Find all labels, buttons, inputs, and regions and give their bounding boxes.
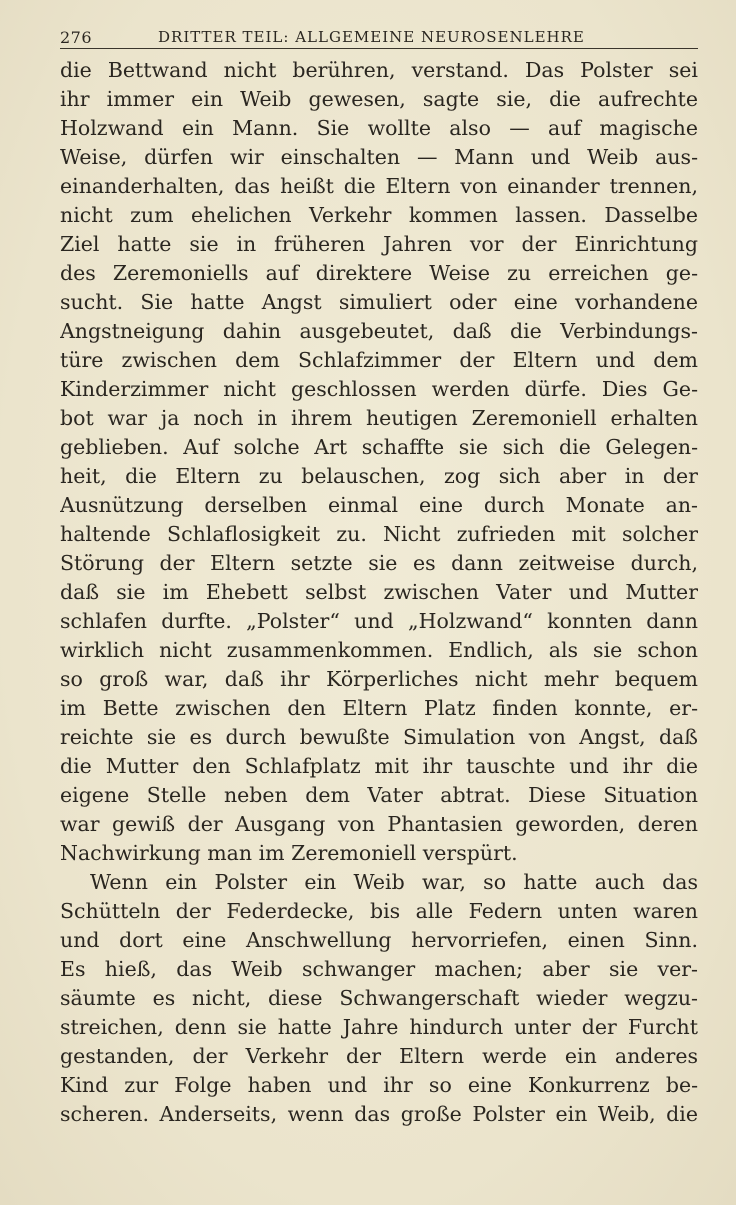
- text-line: war gewiß der Ausgang von Phantasien geworden, deren: [60, 812, 698, 836]
- text-line: wirklich nicht zusammenkommen. Endlich, als sie schon: [60, 638, 698, 662]
- text-line: schlafen durfte. „Polster“ und „Holzwand“ konnten dann: [60, 609, 698, 633]
- text-line: und dort eine Anschwellung hervorriefen, einen Sinn.: [60, 928, 698, 952]
- text-line: nicht zum ehelichen Verkehr kommen lassen. Dasselbe: [60, 203, 698, 227]
- text-line: Störung der Eltern setzte sie es dann zeitweise durch,: [60, 551, 698, 575]
- text-line: Ausnützung derselben einmal eine durch Monate an-: [60, 493, 698, 517]
- text-line: Kinderzimmer nicht geschlossen werden dürfe. Dies Ge-: [60, 377, 698, 401]
- text-line: sucht. Sie hatte Angst simuliert oder eine vorhandene: [60, 290, 698, 314]
- text-line: bot war ja noch in ihrem heutigen Zeremoniell erhalten: [60, 406, 698, 430]
- text-line: streichen, denn sie hatte Jahre hindurch unter der Furcht: [60, 1015, 698, 1039]
- text-line: des Zeremoniells auf direktere Weise zu erreichen ge-: [60, 261, 698, 285]
- text-line: eigene Stelle neben dem Vater abtrat. Diese Situation: [60, 783, 698, 807]
- text-line: geblieben. Auf solche Art schaffte sie sich die Gelegen-: [60, 435, 698, 459]
- text-line: Kind zur Folge haben und ihr so eine Konkurrenz be-: [60, 1073, 698, 1097]
- text-line: einanderhalten, das heißt die Eltern von einander trennen,: [60, 174, 698, 198]
- text-line: haltende Schlaflosigkeit zu. Nicht zufrieden mit solcher: [60, 522, 698, 546]
- text-line: Schütteln der Federdecke, bis alle Federn unten waren: [60, 899, 698, 923]
- text-line: türe zwischen dem Schlafzimmer der Eltern und dem: [60, 348, 698, 372]
- text-line: reichte sie es durch bewußte Simulation von Angst, daß: [60, 725, 698, 749]
- text-line: scheren. Anderseits, wenn das große Polster ein Weib, die: [60, 1102, 698, 1126]
- text-line: Nachwirkung man im Zeremoniell verspürt.: [60, 841, 518, 865]
- text-line: so groß war, daß ihr Körperliches nicht mehr bequem: [60, 667, 698, 691]
- paragraph-1: [60, 56, 698, 868]
- text-line: Weise, dürfen wir einschalten — Mann und Weib aus-: [60, 145, 698, 169]
- text-line: die Bettwand nicht berühren, verstand. Das Polster sei: [60, 58, 698, 82]
- text-line: säumte es nicht, diese Schwangerschaft wieder wegzu-: [60, 986, 698, 1010]
- text-line: Holzwand ein Mann. Sie wollte also — auf magische: [60, 116, 698, 140]
- text-line: die Mutter den Schlafplatz mit ihr tauschte und ihr die: [60, 754, 698, 778]
- text-line: heit, die Eltern zu belauschen, zog sich aber in der: [60, 464, 698, 488]
- text-line: ihr immer ein Weib gewesen, sagte sie, die aufrechte: [60, 87, 698, 111]
- page-header: [60, 26, 698, 49]
- paragraph-2: [60, 868, 698, 1129]
- text-line: Angstneigung dahin ausgebeutet, daß die Verbindungs-: [60, 319, 698, 343]
- text-line: Wenn ein Polster ein Weib war, so hatte auch das: [90, 870, 698, 894]
- running-head: DRITTER TEIL: ALLGEMEINE NEUROSENLEHRE: [158, 28, 585, 46]
- text-line: daß sie im Ehebett selbst zwischen Vater und Mutter: [60, 580, 698, 604]
- text-line: gestanden, der Verkehr der Eltern werde ein anderes: [60, 1044, 698, 1068]
- text-line: Es hieß, das Weib schwanger machen; aber sie ver-: [60, 957, 698, 981]
- text-line: Ziel hatte sie in früheren Jahren vor der Einrichtung: [60, 232, 698, 256]
- body-text: [60, 56, 698, 1129]
- text-line: im Bette zwischen den Eltern Platz finden konnte, er-: [60, 696, 698, 720]
- page-number: 276: [60, 28, 93, 47]
